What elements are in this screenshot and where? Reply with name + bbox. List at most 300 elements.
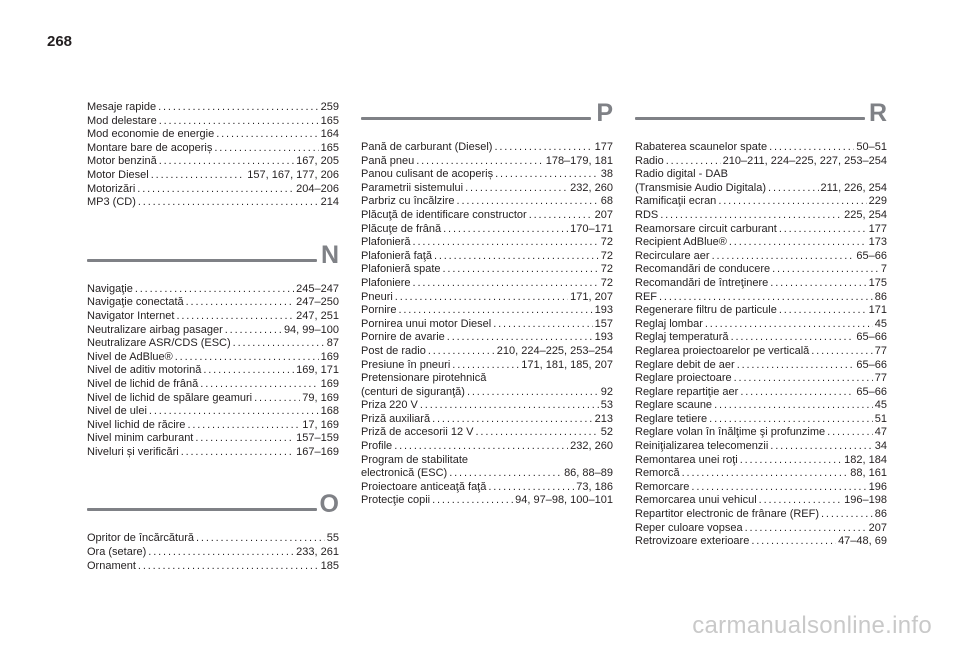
index-entry [361, 168, 613, 182]
dot-leader [434, 250, 599, 264]
page-reference: 177 [594, 141, 613, 153]
index-term: Reglare tetiere [635, 412, 708, 425]
index-entry [87, 142, 339, 156]
page-reference: 157–159 [296, 432, 339, 445]
page-reference: 47–48, 69 [838, 535, 887, 548]
index-entry [635, 141, 887, 155]
dot-leader [734, 372, 873, 386]
index-entry [361, 318, 613, 332]
index-entry [361, 494, 613, 508]
page-reference: 94, 97–98, 100–101 [515, 494, 613, 507]
index-term: Remorcare [635, 480, 690, 493]
dot-leader [821, 508, 873, 522]
page-reference: 165 [320, 114, 339, 127]
page-reference: 157 [594, 317, 613, 330]
index-term: Nivel de aditiv motorină [87, 364, 202, 377]
o-entries [87, 532, 339, 573]
index-entry [87, 115, 339, 129]
page-reference: 210–211, 224–225, 227, 253–254 [722, 154, 887, 167]
dot-leader [149, 405, 319, 419]
page-reference: 53 [600, 399, 613, 412]
page-reference: 47 [874, 426, 887, 439]
page-reference: 233, 261 [296, 546, 339, 559]
dot-leader [447, 331, 593, 345]
dot-leader [138, 560, 319, 574]
index-term: Remorcarea unui vehicul [635, 494, 757, 507]
index-entry [635, 372, 887, 386]
index-term: Reglare scaune [635, 399, 713, 412]
index-term: Pornire de avarie [361, 331, 445, 344]
index-term: Navigator Internet [87, 309, 175, 322]
page-reference: 207 [868, 521, 887, 534]
index-term: Nivel de lichid de spălare geamuri [87, 391, 253, 404]
p-entry-pretension [361, 386, 613, 400]
page-reference: 232, 260 [570, 440, 613, 453]
index-entry [635, 331, 887, 345]
page-reference: 87 [326, 337, 339, 350]
index-entry [635, 426, 887, 440]
page-reference: 157, 167, 177, 206 [247, 168, 339, 181]
page-reference: 173 [868, 236, 887, 249]
index-term: Remorcă [635, 467, 680, 480]
page-reference: 193 [594, 331, 613, 344]
page-reference: 169 [320, 350, 339, 363]
index-term: Priză de accesorii 12 V [361, 426, 474, 439]
page-reference: 182, 184 [844, 453, 887, 466]
page-reference: 7 [880, 263, 887, 276]
page-reference: 45 [874, 317, 887, 330]
index-term: Pornire [361, 304, 397, 317]
dot-leader [175, 351, 319, 365]
index-term: Pneuri [361, 290, 393, 303]
page-reference: 88, 161 [850, 467, 887, 480]
index-term: (centuri de siguranţă) [361, 385, 465, 398]
index-entry [635, 209, 887, 223]
page-reference: 247–250 [296, 296, 339, 309]
index-term: Repartitor electronic de frânare (REF) [635, 508, 820, 521]
index-entry [635, 359, 887, 373]
index-entry [87, 364, 339, 378]
index-term: Motor Diesel [87, 168, 149, 181]
page-reference: 210, 224–225, 253–254 [496, 344, 613, 357]
page-reference: 45 [874, 399, 887, 412]
dot-leader [718, 195, 866, 209]
index-term: Profile [361, 440, 393, 453]
index-entry [361, 304, 613, 318]
dot-leader [779, 304, 867, 318]
index-term: Reglare volan în înălţime şi profunzime [635, 426, 826, 439]
dot-leader [768, 182, 819, 196]
index-term: Navigaţie conectată [87, 296, 184, 309]
page-reference: 65–66 [856, 249, 887, 262]
dot-leader [729, 236, 867, 250]
index-term: Post de radio [361, 344, 426, 357]
dot-leader [751, 535, 836, 549]
index-column-1 [87, 101, 339, 573]
index-term: Retrovizoare exterioare [635, 535, 750, 548]
r-entries-a [635, 141, 887, 168]
page-reference: 72 [600, 263, 613, 276]
dot-leader [196, 532, 325, 546]
index-entry [635, 508, 887, 522]
index-entry [635, 494, 887, 508]
dot-leader [493, 318, 592, 332]
section-letter: O [319, 490, 339, 519]
dot-leader [254, 392, 300, 406]
dot-leader [420, 399, 599, 413]
page-reference: 171, 207 [570, 290, 613, 303]
dot-leader [476, 426, 599, 440]
index-term: Presiune în pneuri [361, 358, 451, 371]
index-term: Plafonieră faţă [361, 249, 432, 262]
page-reference: 165 [320, 141, 339, 154]
dot-leader [529, 209, 593, 223]
page-reference: 73, 186 [576, 480, 613, 493]
index-entry [361, 155, 613, 169]
index-entry [635, 467, 887, 481]
page-reference: 65–66 [856, 385, 887, 398]
index-term: Pornirea unui motor Diesel [361, 317, 492, 330]
dot-leader [705, 318, 873, 332]
n-entries [87, 283, 339, 460]
index-entry [635, 223, 887, 237]
page-reference: 72 [600, 276, 613, 289]
index-entry [361, 345, 613, 359]
dot-leader [225, 324, 282, 338]
page-reference: 193 [594, 304, 613, 317]
page-reference: 175 [868, 276, 887, 289]
index-term: Pană de carburant (Diesel) [361, 141, 493, 153]
index-entry [635, 386, 887, 400]
dot-leader [457, 195, 599, 209]
index-term: Recomandări de întreţinere [635, 276, 769, 289]
section-header-o [87, 492, 339, 518]
index-term: Ramificaţii ecran [635, 195, 717, 208]
index-entry [87, 560, 339, 574]
index-entry [635, 318, 887, 332]
dot-leader [740, 454, 842, 468]
index-entry [361, 359, 613, 373]
dot-leader [682, 467, 849, 481]
index-entry [361, 467, 613, 481]
page-reference: 168 [320, 405, 339, 418]
dot-leader [467, 386, 599, 400]
index-entry [635, 250, 887, 264]
page-reference: 92 [600, 385, 613, 398]
index-entry [87, 101, 339, 115]
index-entry [87, 432, 339, 446]
page-reference: 79, 169 [302, 391, 339, 404]
page-reference: 171, 181, 185, 207 [521, 358, 613, 371]
dot-leader [395, 291, 568, 305]
index-entry [635, 182, 887, 196]
index-term: Regenerare filtru de particule [635, 304, 777, 317]
page-reference: 225, 254 [844, 208, 887, 221]
dot-leader [203, 364, 294, 378]
page-reference: 247, 251 [296, 309, 339, 322]
p-entries-a [361, 141, 613, 372]
index-term: Reglare debit de aer [635, 358, 735, 371]
dot-leader [779, 223, 867, 237]
page-reference: 259 [320, 101, 339, 113]
index-term: Neutralizare ASR/CDS (ESC) [87, 337, 231, 350]
index-term: Proiectoare anticeaţă faţă [361, 480, 487, 493]
index-term: RDS [635, 208, 659, 221]
page-reference: 34 [874, 440, 887, 453]
dot-leader [195, 432, 294, 446]
section-header-p [361, 101, 613, 127]
index-entry [87, 351, 339, 365]
index-entry [361, 277, 613, 291]
dot-leader [811, 345, 872, 359]
index-entry [635, 522, 887, 536]
section-letter: P [596, 99, 613, 127]
index-term: Reamorsare circuit carburant [635, 222, 777, 235]
page-reference: 196 [868, 480, 887, 493]
dot-leader [737, 359, 855, 373]
index-entry [361, 236, 613, 250]
index-term: MP3 (CD) [87, 196, 136, 209]
index-entry [635, 195, 887, 209]
dot-leader [465, 182, 568, 196]
dot-leader [186, 296, 295, 310]
page-reference: 65–66 [856, 358, 887, 371]
index-term: Reglare proiectoare [635, 372, 732, 385]
section-letter: R [868, 99, 887, 127]
index-term: Priza 220 V [361, 399, 418, 412]
index-term: Recomandări de conducere [635, 263, 771, 276]
dot-leader [770, 277, 866, 291]
section-header-n [87, 240, 339, 269]
page-reference: 177 [868, 222, 887, 235]
r-entries-b [635, 195, 887, 548]
dot-leader [413, 277, 599, 291]
index-entry [361, 413, 613, 427]
index-term: Nivel de ulei [87, 405, 147, 418]
index-entry [87, 283, 339, 297]
index-entry [361, 399, 613, 413]
index-term: Parametrii sistemului [361, 181, 464, 194]
index-entry [87, 392, 339, 406]
page-reference: 211, 226, 254 [820, 181, 887, 194]
dot-leader [151, 169, 246, 183]
index-entry [361, 250, 613, 264]
index-entry [87, 196, 339, 210]
index-entry [87, 446, 339, 460]
page-reference: 38 [600, 168, 613, 181]
page-reference: 207 [594, 208, 613, 221]
index-entry [361, 223, 613, 237]
dot-leader [216, 128, 318, 142]
page-reference: 196–198 [844, 494, 887, 507]
index-term: Protecţie copii [361, 494, 431, 507]
dot-leader [452, 359, 519, 373]
index-term: Rabaterea scaunelor spate [635, 141, 768, 153]
index-term: Reiniţializarea telecomenzii [635, 440, 769, 453]
section-divider [87, 259, 317, 262]
index-entry [635, 263, 887, 277]
index-entry [361, 291, 613, 305]
index-entry [87, 128, 339, 142]
dot-leader [666, 155, 721, 169]
index-entry [87, 324, 339, 338]
page-reference: 86 [874, 508, 887, 521]
page-reference: 232, 260 [570, 181, 613, 194]
index-term: Parbriz cu încălzire [361, 195, 455, 208]
dot-leader [495, 168, 599, 182]
index-term: Mesaje rapide [87, 101, 157, 113]
index-entry [635, 399, 887, 413]
index-term: Niveluri și verificări [87, 445, 179, 458]
page-reference: 185 [320, 559, 339, 572]
page-reference: 229 [868, 195, 887, 208]
index-entry [87, 405, 339, 419]
dot-leader [176, 310, 294, 324]
dot-leader [135, 283, 294, 297]
dot-leader [394, 440, 568, 454]
index-term: Opritor de încărcătură [87, 532, 194, 545]
section-divider [635, 117, 865, 120]
index-entry [87, 183, 339, 197]
index-entry [87, 169, 339, 183]
index-term: Plafoniere [361, 276, 411, 289]
dot-leader [488, 481, 574, 495]
index-term: Priză auxiliară [361, 412, 431, 425]
index-term: Plafonieră [361, 236, 411, 249]
index-entry [361, 386, 613, 400]
index-term: Remontarea unei roţi [635, 453, 738, 466]
index-term: Radio [635, 154, 664, 167]
index-term: Reglaj lombar [635, 317, 703, 330]
page-reference: 245–247 [296, 282, 339, 295]
index-term: electronică (ESC) [361, 467, 448, 480]
page-reference: 171 [868, 304, 887, 317]
index-entry [361, 141, 613, 155]
index-entry [87, 378, 339, 392]
p-entries-b [361, 399, 613, 453]
index-entry [361, 331, 613, 345]
page-reference: 178–179, 181 [545, 154, 613, 167]
index-entry [87, 546, 339, 560]
page-reference: 94, 99–100 [283, 323, 339, 336]
dot-leader [660, 209, 842, 223]
index-term: Mod economie de energie [87, 128, 215, 141]
index-entry [87, 155, 339, 169]
index-term: Plafonieră spate [361, 263, 441, 276]
index-term: Montare bare de acoperiș [87, 141, 213, 154]
page-reference: 55 [326, 532, 339, 545]
dot-leader [770, 440, 872, 454]
dot-leader [432, 494, 513, 508]
index-entry [635, 304, 887, 318]
index-entry [635, 440, 887, 454]
index-entry [87, 296, 339, 310]
section-letter: N [320, 240, 339, 269]
page-reference: 52 [600, 426, 613, 439]
dot-leader [745, 522, 867, 536]
dot-leader [181, 446, 294, 460]
dot-leader [187, 419, 300, 433]
index-entry [361, 209, 613, 223]
dot-leader [714, 399, 873, 413]
dot-leader [148, 546, 294, 560]
dot-leader [731, 331, 855, 345]
dot-leader [691, 481, 866, 495]
index-entry [87, 532, 339, 546]
index-entry [635, 345, 887, 359]
dot-leader [827, 426, 873, 440]
dot-leader [494, 141, 592, 155]
dot-leader [233, 337, 325, 351]
index-term: (Transmisie Audio Digitala) [635, 181, 767, 194]
dot-leader [443, 223, 568, 237]
dot-leader [709, 413, 873, 427]
page-reference: 77 [874, 372, 887, 385]
index-term: Nivel de AdBlue® [87, 350, 173, 363]
page-reference: 72 [600, 236, 613, 249]
index-entry [361, 440, 613, 454]
page-reference: 164 [320, 128, 339, 141]
dot-leader [137, 183, 294, 197]
page-reference: 213 [594, 412, 613, 425]
index-term: Neutralizare airbag pasager [87, 323, 223, 336]
index-term: Reglarea proiectoarelor pe verticală [635, 344, 810, 357]
dot-leader [158, 101, 319, 115]
index-term: Panou culisant de acoperiș [361, 168, 494, 181]
dot-leader [159, 155, 294, 169]
dot-leader [759, 494, 843, 508]
index-entry [635, 236, 887, 250]
dot-leader [413, 236, 599, 250]
dot-leader [159, 115, 319, 129]
dot-leader [214, 142, 318, 156]
dot-leader [200, 378, 318, 392]
index-entry [87, 419, 339, 433]
index-term: Ora (setare) [87, 546, 147, 559]
index-term: Motor benzină [87, 155, 157, 168]
dot-leader [432, 413, 593, 427]
index-term: Pană pneu [361, 154, 415, 167]
dot-leader [712, 250, 855, 264]
page-reference: 167, 205 [296, 155, 339, 168]
page-reference: 72 [600, 249, 613, 262]
index-term: Navigaţie [87, 282, 133, 295]
index-term: Nivel lichid de răcire [87, 418, 186, 431]
page-reference: 65–66 [856, 331, 887, 344]
index-term: Reper culoare vopsea [635, 521, 743, 534]
index-term: Nivel de lichid de frână [87, 377, 199, 390]
page-reference: 167–169 [296, 445, 339, 458]
index-entry [635, 413, 887, 427]
index-term: Recirculare aer [635, 249, 710, 262]
index-term-line: Pretensionare pirotehnică [361, 372, 487, 385]
page-reference: 169 [320, 377, 339, 390]
page-reference: 68 [600, 195, 613, 208]
dot-leader [772, 263, 879, 277]
index-entry [87, 337, 339, 351]
page-number: 268 [47, 33, 73, 50]
index-entry [635, 535, 887, 549]
page-reference: 51 [874, 412, 887, 425]
index-entry [361, 263, 613, 277]
index-entry [361, 426, 613, 440]
index-term-line: Radio digital - DAB [635, 168, 728, 181]
index-term: REF [635, 290, 657, 303]
index-entry [87, 310, 339, 324]
index-entry [361, 481, 613, 495]
index-entry [635, 481, 887, 495]
page-reference: 17, 169 [302, 418, 339, 431]
